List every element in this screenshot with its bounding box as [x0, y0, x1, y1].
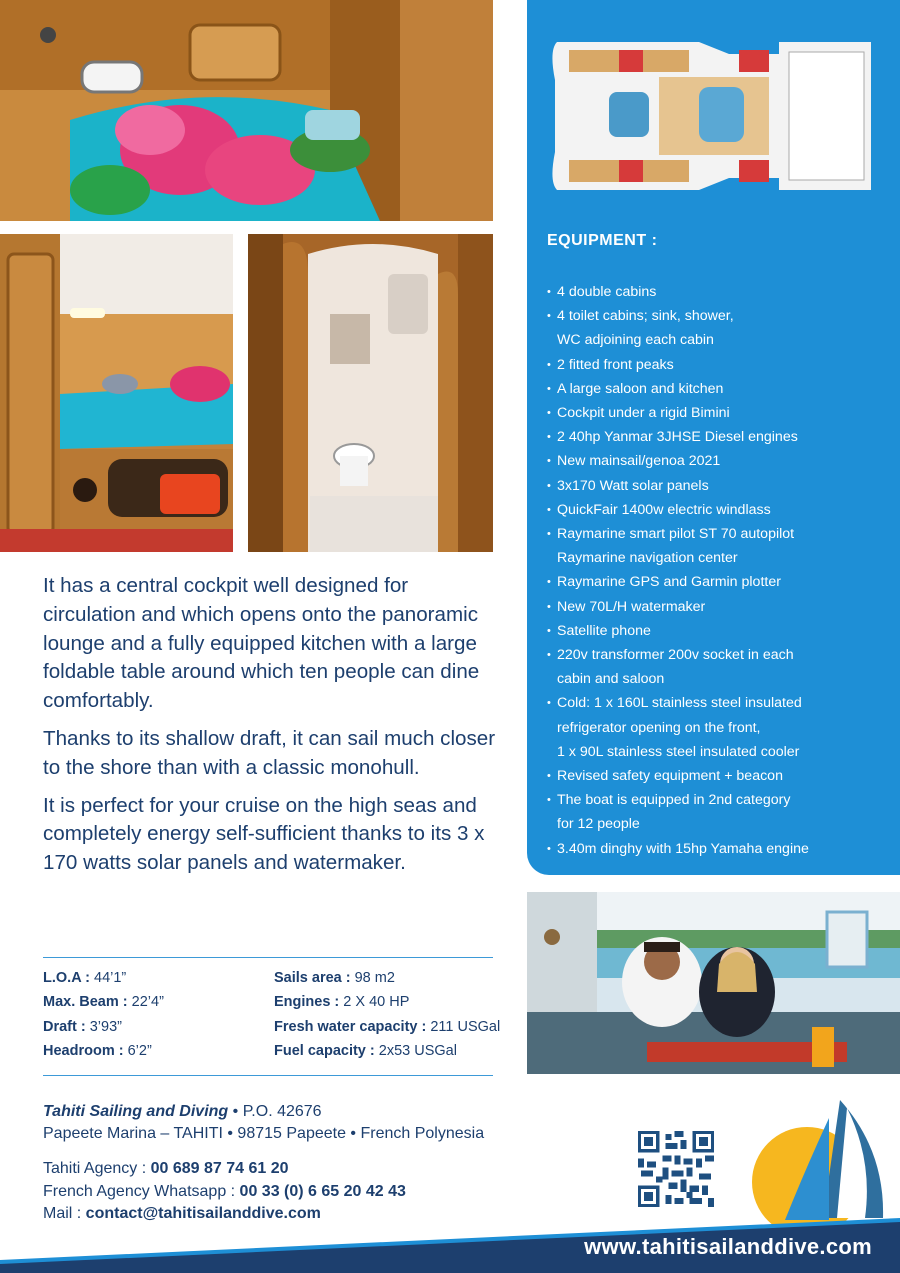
equipment-item — [547, 643, 892, 691]
equipment-item-line: Raymarine navigation center — [557, 550, 738, 567]
french-agency-whatsapp[interactable]: 00 33 (0) 6 65 20 42 43 — [239, 1182, 406, 1200]
specs-left-column — [43, 966, 164, 1063]
couple-photo — [527, 892, 900, 1074]
equipment-item-line: • A large saloon and kitchen — [557, 380, 724, 397]
spec-row — [274, 1015, 500, 1039]
equipment-list — [547, 280, 892, 861]
spec-label: Sails area : — [274, 970, 351, 986]
spec-label: Fuel capacity : — [274, 1042, 375, 1059]
equipment-item-line: • 4 double cabins — [557, 284, 657, 300]
spec-value: 6’2” — [127, 1042, 152, 1059]
equipment-item — [547, 595, 892, 619]
spec-value: 98 m2 — [354, 970, 395, 986]
spec-value: 211 USGal — [430, 1018, 501, 1035]
equipment-item-line: • Raymarine GPS and Garmin plotter — [557, 574, 781, 591]
spec-value: 2 X 40 HP — [343, 994, 410, 1011]
equipment-item — [547, 691, 892, 764]
equipment-item — [547, 474, 892, 498]
equipment-item — [547, 837, 892, 861]
qr-code-icon[interactable] — [638, 1131, 714, 1207]
spec-row — [43, 966, 164, 990]
equipment-item — [547, 498, 892, 522]
equipment-item-line: • New mainsail/genoa 2021 — [557, 453, 721, 470]
french-agency-label: French Agency Whatsapp : — [43, 1182, 240, 1200]
equipment-item — [547, 570, 892, 594]
bathroom-photo — [248, 234, 493, 552]
company-po: • P.O. 42676 — [228, 1103, 322, 1120]
spec-row — [274, 990, 500, 1014]
boat-floorplan — [549, 32, 879, 200]
specs-right-column — [274, 966, 500, 1063]
tahiti-agency-phone[interactable]: 00 689 87 74 61 20 — [150, 1160, 289, 1177]
specs-top-divider — [43, 957, 493, 958]
equipment-item-line: cabin and saloon — [557, 671, 665, 688]
equipment-item-line: • Satellite phone — [557, 622, 651, 639]
equipment-item-line: • 3.40m dinghy with 15hp Yamaha engine — [557, 840, 809, 857]
spec-label: Draft : — [43, 1018, 86, 1035]
tahiti-agency-label: Tahiti Agency : — [43, 1160, 151, 1177]
equipment-item-line: for 12 people — [557, 816, 640, 833]
equipment-item — [547, 304, 892, 352]
equipment-item-line: • Revised safety equipment + beacon — [557, 768, 783, 785]
website-url-link[interactable]: www.tahitisailanddive.com — [584, 1234, 872, 1259]
equipment-item — [547, 788, 892, 836]
spec-label: Max. Beam : — [43, 994, 128, 1011]
equipment-item-line: • QuickFair 1400w electric windlass — [557, 501, 771, 518]
company-line — [43, 1101, 484, 1123]
spec-value: 44’1” — [94, 970, 127, 986]
equipment-item — [547, 522, 892, 570]
mail-address-link[interactable]: contact@tahitisailanddive.com — [85, 1205, 321, 1222]
mail-label: Mail : — [43, 1205, 86, 1222]
intro-paragraph-1: It has a central cockpit well designed for circulation and which opens onto the panoramic lounge and a fully equipped kitchen with a large foldable table around which ten people can dine comfortably. — [43, 574, 480, 713]
equipment-item — [547, 353, 892, 377]
intro-text — [43, 572, 503, 887]
company-name: Tahiti Sailing and Diving — [43, 1103, 229, 1120]
equipment-item — [547, 280, 892, 304]
equipment-item — [547, 401, 892, 425]
intro-paragraph-2: Thanks to its shallow draft, it can sail much closer to the shore than with a classic monohull. — [43, 726, 496, 779]
spec-label: L.O.A : — [43, 970, 90, 986]
equipment-item — [547, 425, 892, 449]
company-info — [43, 1101, 484, 1144]
equipment-item-line: • The boat is equipped in 2nd category — [557, 792, 791, 809]
equipment-panel — [527, 0, 900, 875]
equipment-item — [547, 619, 892, 643]
equipment-item-line: 1 x 90L stainless steel insulated cooler — [557, 743, 800, 760]
equipment-item-line: refrigerator opening on the front, — [557, 719, 761, 736]
company-address: Papeete Marina – TAHITI • 98715 Papeete • French Polynesia — [43, 1124, 485, 1142]
equipment-item — [547, 449, 892, 473]
spec-label: Headroom : — [43, 1042, 124, 1059]
spec-label: Engines : — [274, 994, 340, 1011]
spec-row — [43, 990, 164, 1014]
equipment-item-line: • New 70L/H watermaker — [557, 598, 706, 615]
equipment-item-line: • Cold: 1 x 160L stainless steel insulated — [557, 695, 802, 712]
spec-row — [43, 1015, 164, 1039]
equipment-item — [547, 377, 892, 401]
equipment-item — [547, 764, 892, 788]
equipment-item-line: • Cockpit under a rigid Bimini — [557, 405, 730, 422]
equipment-item-line: • 2 40hp Yanmar 3JHSE Diesel engines — [557, 429, 798, 446]
equipment-item-line: • Raymarine smart pilot ST 70 autopilot — [557, 526, 795, 543]
spec-value: 22’4” — [131, 994, 164, 1011]
spec-value: 2x53 USGal — [378, 1042, 457, 1059]
equipment-item-line: • 220v transformer 200v socket in each — [557, 647, 794, 664]
specs-bottom-divider — [43, 1075, 493, 1076]
spec-label: Fresh water capacity : — [274, 1018, 427, 1035]
equipment-item-line: • 4 toilet cabins; sink, shower, — [557, 308, 734, 325]
equipment-title: EQUIPMENT : — [547, 232, 658, 249]
spec-row — [43, 1039, 164, 1063]
spec-value: 3’93” — [89, 1018, 122, 1035]
spec-row — [274, 966, 500, 990]
sailboat-sun-logo-icon — [745, 1100, 895, 1230]
intro-paragraph-3: It is perfect for your cruise on the high seas and completely energy self-sufficient thanks to its 3 x 170 watts solar panels and watermaker. — [43, 793, 485, 875]
equipment-item-line: • 3x170 Watt solar panels — [557, 477, 709, 494]
spec-row — [274, 1039, 500, 1063]
equipment-item-line: • 2 fitted front peaks — [557, 356, 674, 373]
equipment-item-line: WC adjoining each cabin — [557, 332, 714, 349]
cabin-photo-top — [0, 0, 493, 221]
cabin-photo-left — [0, 234, 233, 552]
